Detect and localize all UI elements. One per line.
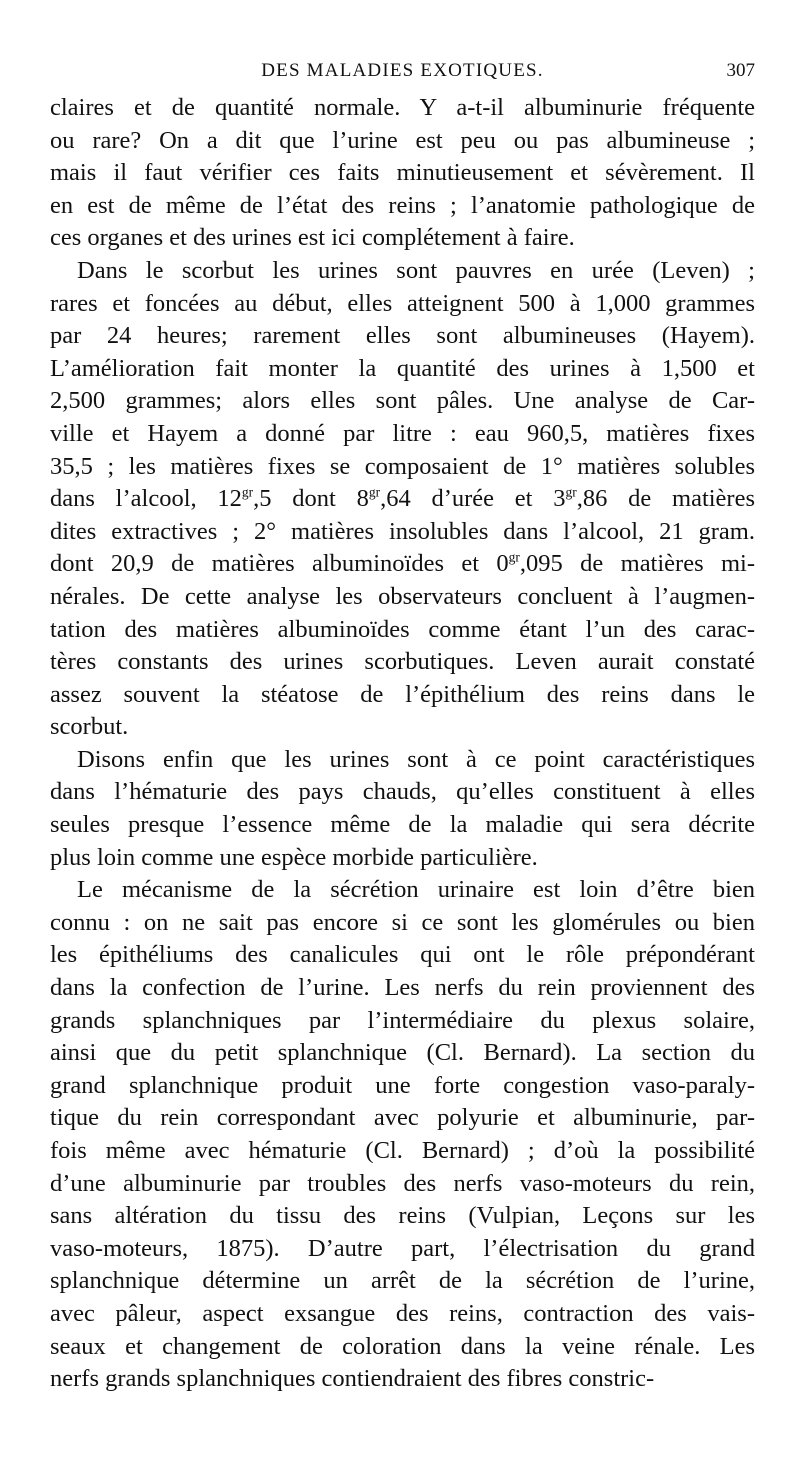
text-line: avec pâleur, aspect exsangue des reins, contraction des vais- xyxy=(50,1299,755,1327)
text-line: dans l’hématurie des pays chauds, qu’elles constituent à elles xyxy=(50,778,755,806)
page-number: 307 xyxy=(726,60,755,81)
text-line: par 24 heures; rarement elles sont albumineuses (Hayem). xyxy=(50,322,755,350)
text-line: Dans le scorbut les urines sont pauvres en urée (Leven) ; xyxy=(77,256,755,284)
text-line: plus loin comme une espèce morbide particulière. xyxy=(50,843,538,871)
text-line: dans l’alcool, $12^{gr},5$ dont $8^{gr},64$ d’urée et $3^{gr},86$ de matières xyxy=(50,484,755,513)
text-line: nerfs grands splanchniques contiendraient des fibres constric- xyxy=(50,1365,655,1393)
text-line: sans altération du tissu des reins (Vulpian, Leçons sur les xyxy=(50,1202,755,1230)
text-line: fois même avec hématurie (Cl. Bernard) ; d’où la possibilité xyxy=(50,1137,755,1164)
text-line: tères constants des urines scorbutiques. Leven aurait constaté xyxy=(50,648,755,676)
text-line: grand splanchnique produit une forte congestion vaso-paraly- xyxy=(50,1071,755,1099)
text-line: 35,5 ; les matières fixes se composaient de 1° matières solubles xyxy=(50,452,755,480)
text-line: ville et Hayem a donné par litre : eau 960,5, matières fixes xyxy=(50,419,755,447)
page-header xyxy=(50,58,755,88)
text-line: claires et de quantité normale. Y a-t-il albuminurie fréquente xyxy=(50,94,755,121)
body-text xyxy=(50,92,755,1396)
text-line: vaso-moteurs, 1875). D’autre part, l’électrisation du grand xyxy=(50,1234,755,1262)
running-title: DES MALADIES EXOTIQUES. xyxy=(261,60,544,81)
text-line: dans la confection de l’urine. Les nerfs du rein proviennent des xyxy=(50,974,755,1002)
text-line: dont 20,9 de matières albuminoïdes et $0^{gr},095$ de matières mi- xyxy=(50,549,756,578)
text-line: nérales. De cette analyse les observateurs concluent à l’augmen- xyxy=(50,582,755,610)
text-line: tique du rein correspondant avec polyurie et albuminurie, par- xyxy=(50,1104,755,1132)
text-line: seules presque l’essence même de la maladie qui sera décrite xyxy=(50,811,755,839)
text-line: L’amélioration fait monter la quantité des urines à 1,500 et xyxy=(50,354,755,382)
paragraph xyxy=(50,874,755,1396)
text-line: d’une albuminurie par troubles des nerfs vaso-moteurs du rein, xyxy=(50,1169,755,1197)
text-line: Disons enfin que les urines sont à ce point caractéristiques xyxy=(77,745,755,773)
text-line: Le mécanisme de la sécrétion urinaire est loin d’être bien xyxy=(77,876,755,904)
text-line: ces organes et des urines est ici complétement à faire. xyxy=(50,224,575,252)
text-line: dites extractives ; 2° matières insolubles dans l’alcool, 21 gram. xyxy=(50,517,755,545)
text-line: en est de même de l’état des reins ; l’anatomie pathologique de xyxy=(50,191,755,219)
text-line: rares et foncées au début, elles atteignent 500 à 1,000 grammes xyxy=(50,289,755,317)
text-line: grands splanchniques par l’intermédiaire du plexus solaire, xyxy=(50,1006,755,1034)
text-line: assez souvent la stéatose de l’épithélium des reins dans le xyxy=(50,680,755,708)
text-line: seaux et changement de coloration dans la veine rénale. Les xyxy=(50,1332,755,1360)
paragraph xyxy=(50,255,755,744)
text-line: splanchnique détermine un arrêt de la sécrétion de l’urine, xyxy=(50,1267,755,1295)
text-line: mais il faut vérifier ces faits minutieusement et sévèrement. Il xyxy=(50,159,755,187)
paragraph xyxy=(50,92,755,255)
text-line: ou rare? On a dit que l’urine est peu ou pas albumineuse ; xyxy=(50,126,755,154)
text-line: tation des matières albuminoïdes comme étant l’un des carac- xyxy=(50,615,755,643)
text-line: connu : on ne sait pas encore si ce sont les glomérules ou bien xyxy=(50,908,755,936)
text-line: les épithéliums des canalicules qui ont le rôle prépondérant xyxy=(50,941,755,969)
text-line: 2,500 grammes; alors elles sont pâles. Une analyse de Car- xyxy=(50,387,755,415)
paragraph xyxy=(50,744,755,874)
text-line: ainsi que du petit splanchnique (Cl. Bernard). La section du xyxy=(50,1039,755,1067)
text-line: scorbut. xyxy=(50,713,129,741)
